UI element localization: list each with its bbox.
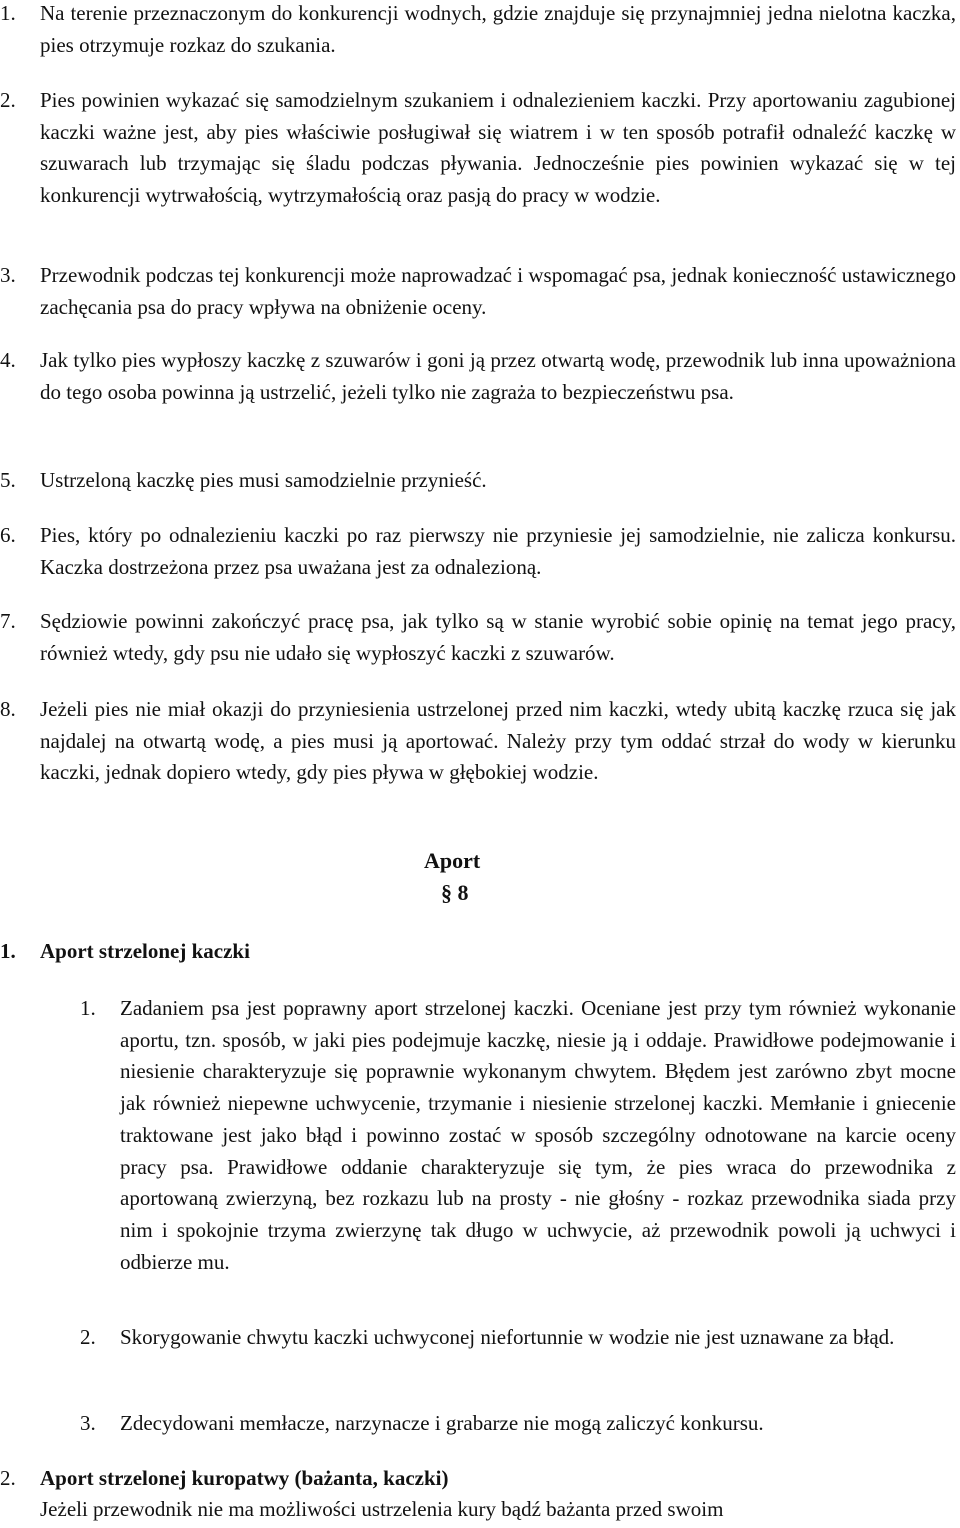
rule-number: 5. xyxy=(0,468,16,492)
section-number: 1. xyxy=(0,939,16,963)
rule-text: Sędziowie powinni zakończyć pracę psa, jak tylko są w stanie wyrobić sobie opinię na temat jego pracy, również wtedy, gdy psu nie udało się wypłoszyć kaczki z szuwarów. xyxy=(40,609,956,665)
section-mark: § 8 xyxy=(441,880,469,905)
section-number: 2. xyxy=(0,1466,16,1490)
rule-number: 3. xyxy=(0,263,16,287)
rule-text: Pies powinien wykazać się samodzielnym szukaniem i odnalezieniem kaczki. Przy aportowaniu zagubionej kaczki ważne jest, aby pies właściwie posługiwał się wiatrem i w ten sposób potrafił odnaleźć kaczkę w szuwarach lub trzymając się śladu podczas pływania. Jednocześnie pies powinien wykazać się w tej konkurencji wytrwałością, wytrzymałością oraz pasją do pracy w wodzie. xyxy=(40,88,956,208)
rule-number: 6. xyxy=(0,523,16,547)
rule-text: Ustrzeloną kaczkę pies musi samodzielnie przynieść. xyxy=(40,468,487,492)
rule-number: 7. xyxy=(0,609,16,633)
rule-number: 4. xyxy=(0,348,16,372)
sub-rule-text: Skorygowanie chwytu kaczki uchwyconej niefortunnie w wodzie nie jest uznawane za błąd. xyxy=(120,1325,895,1349)
rule-text: Przewodnik podczas tej konkurencji może naprowadzać i wspomagać psa, jednak konieczność ustawicznego zachęcania psa do pracy wpływa na obniżenie oceny. xyxy=(40,263,956,319)
rule-text: Jeżeli pies nie miał okazji do przyniesienia ustrzelonej przed nim kaczki, wtedy ubitą kaczkę rzuca się jak najdalej na otwartą wodę, a pies musi ją aportować. Należy przy tym oddać strzał do wody w kierunku kaczki, jednak dopiero wtedy, gdy pies pływa w głębokiej wodzie. xyxy=(40,697,956,785)
sub-rule-number: 1. xyxy=(80,996,96,1020)
sub-rule-number: 3. xyxy=(80,1411,96,1435)
rule-text: Pies, który po odnalezieniu kaczki po raz pierwszy nie przyniesie jej samodzielnie, nie zalicza konkursu. Kaczka dostrzeżona przez psa uważana jest za odnalezioną. xyxy=(40,523,956,579)
rule-text: Na terenie przeznaczonym do konkurencji wodnych, gdzie znajduje się przynajmniej jedna nielotna kaczka, pies otrzymuje rozkaz do szukania. xyxy=(40,1,956,57)
rule-text: Jak tylko pies wypłoszy kaczkę z szuwarów i goni ją przez otwartą wodę, przewodnik lub inna upoważniona do tego osoba powinna ją ustrzelić, jeżeli tylko nie zagraża to bezpieczeństwu psa. xyxy=(40,348,956,404)
section-text: Jeżeli przewodnik nie ma możliwości ustrzelenia kury bądź bażanta przed swoim xyxy=(40,1497,724,1521)
sub-rule-text: Zdecydowani memłacze, narzynacze i grabarze nie mogą zaliczyć konkursu. xyxy=(120,1411,764,1435)
sub-rule-number: 2. xyxy=(80,1325,96,1349)
sub-rule-text: Zadaniem psa jest poprawny aport strzelonej kaczki. Oceniane jest przy tym również wykonanie aportu, tzn. sposób, w jaki pies podejmuje kaczkę, niesie ją i oddaje. Prawidłowe podejmowanie i niesienie charakteryzuje się poprawnie wykonanym chwytem. Błędem jest zarówno zbyt mocne jak również niepewne uchwycenie, trzymanie i niesienie strzelonej kaczki. Memłanie i gniecenie traktowane jest jako błąd i powinno zostać w sposób szczególny odnotowane na karcie oceny pracy psa. Prawidłowe oddanie charakteryzuje się tym, że pies wraca do przewodnika z aportowaną zwierzyną, bez rozkazu lub na prosty - nie głośny - rozkaz przewodnika siada przy nim i spokojnie trzyma zwierzynę tak długo w uchwycie, aż przewodnik powoli ją uchwyci i odbierze mu. xyxy=(120,996,956,1274)
rule-number: 8. xyxy=(0,697,16,721)
section-title: Aport strzelonej kaczki xyxy=(40,939,250,963)
section-title: Aport strzelonej kuropatwy (bażanta, kaczki) xyxy=(40,1466,449,1490)
rule-number: 1. xyxy=(0,1,16,25)
chapter-title: Aport xyxy=(424,848,481,873)
rule-number: 2. xyxy=(0,88,16,112)
